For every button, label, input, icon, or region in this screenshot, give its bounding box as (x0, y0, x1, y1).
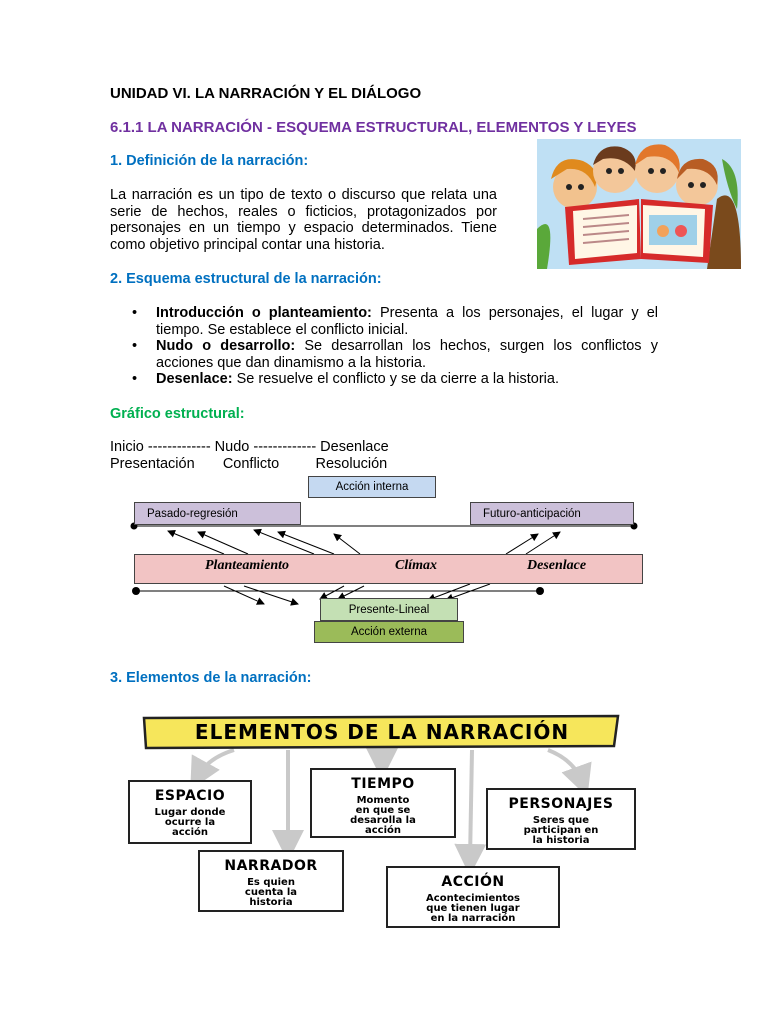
elementos-banner: ELEMENTOS DE LA NARRACIÓN (194, 720, 570, 744)
card-narrador (198, 850, 344, 912)
bullet-text: Presenta a los personajes, el lugar y el tiempo. Se establece el conflicto inicial. (156, 305, 658, 338)
bullet-icon: • (132, 338, 138, 355)
planteamiento-label: Planteamiento (205, 558, 289, 573)
bullet-term: Nudo o desarrollo: (156, 338, 296, 355)
card-title: ESPACIO (154, 788, 226, 804)
card-accion (386, 866, 560, 928)
card-espacio (128, 780, 252, 844)
presente-lineal-box: Presente-Lineal (320, 598, 458, 621)
structure-bullet-list (110, 305, 658, 388)
card-desc: Momento en que se desarolla la acción (350, 795, 416, 836)
list-item (110, 305, 658, 338)
card-desc: Acontecimientos que tienen lugar en la narración (426, 893, 520, 924)
bullet-term: Desenlace: (156, 371, 233, 388)
structural-diagram (128, 474, 648, 646)
card-title: TIEMPO (351, 776, 415, 792)
grafico-line-2: Presentación Conflicto Resolución (110, 456, 388, 472)
bullet-icon: • (132, 371, 138, 388)
futuro-anticipacion-box: Futuro-anticipación (470, 502, 634, 525)
main-sequence-box (134, 554, 643, 584)
grafico-heading: Gráfico estructural: (110, 406, 245, 422)
grafico-line-1: Inicio ------------- Nudo ------------- Desenlace (110, 439, 389, 455)
pasado-regresion-box: Pasado-regresión (134, 502, 301, 525)
bullet-icon: • (132, 305, 138, 321)
section2-heading: 2. Esquema estructural de la narración: (110, 271, 382, 287)
card-tiempo (310, 768, 456, 838)
section1-paragraph: La narración es un tipo de texto o discurso que relata una serie de hechos, reales o ficticios, protagonizados por personajes en un tiempo y espacio determinados. Tiene como objetivo principal contar una historia. (110, 187, 497, 253)
section3-heading: 3. Elementos de la narración: (110, 670, 312, 686)
desenlace-label: Desenlace (527, 558, 587, 573)
card-desc: Es quien cuenta la historia (244, 877, 298, 908)
accion-externa-box: Acción externa (314, 621, 464, 643)
section1-heading: 1. Definición de la narración: (110, 153, 309, 169)
card-desc: Lugar donde ocurre la acción (154, 807, 226, 838)
list-item (110, 371, 658, 388)
card-title: ACCIÓN (441, 874, 505, 890)
card-personajes (486, 788, 636, 850)
bullet-term: Introducción o planteamiento: (156, 305, 372, 321)
climax-label: Clímax (395, 558, 438, 573)
document-subtitle: 6.1.1 LA NARRACIÓN - ESQUEMA ESTRUCTURAL, ELEMENTOS Y LEYES (110, 119, 637, 136)
list-item (110, 338, 658, 371)
accion-interna-box: Acción interna (308, 476, 436, 498)
card-desc: Seres que participan en la historia (523, 815, 599, 846)
document-title: UNIDAD VI. LA NARRACIÓN Y EL DIÁLOGO (110, 85, 422, 102)
card-title: PERSONAJES (508, 796, 614, 812)
kids-reading-illustration (537, 139, 741, 269)
bullet-text: Se resuelve el conflicto y se da cierre a la historia. (232, 371, 559, 388)
elementos-diagram (118, 710, 656, 938)
card-title: NARRADOR (224, 858, 318, 874)
bullet-text: Se desarrollan los hechos, surgen los conflictos y acciones que dan dinamismo a la historia. (156, 338, 658, 371)
